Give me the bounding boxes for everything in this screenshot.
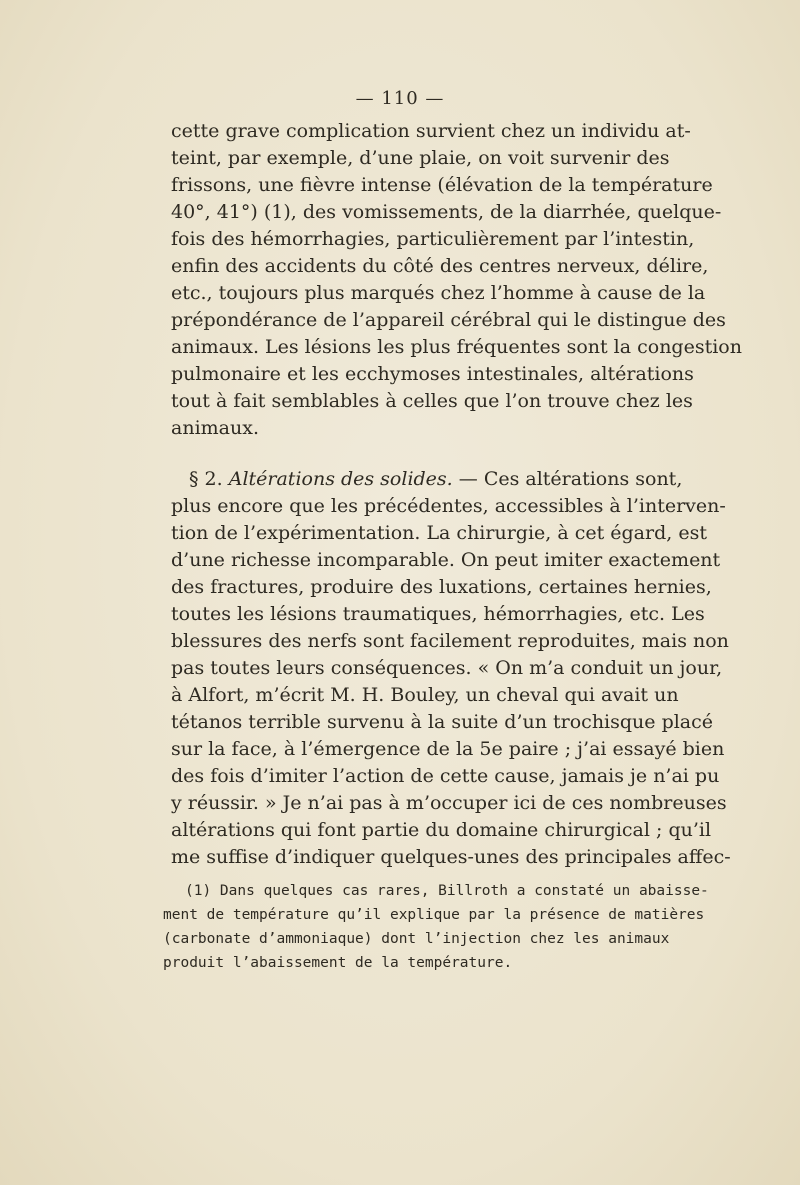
text-line: cette grave complication survient chez un individu at- [171, 120, 691, 142]
text-line: d’une richesse incomparable. On peut imiter exactement [171, 549, 721, 571]
text-line: tout à fait semblables à celles que l’on trouve chez les [171, 390, 693, 412]
text-line: toutes les lésions traumatiques, hémorrhagies, etc. Les [171, 603, 705, 625]
text-line: enfin des accidents du côté des centres nerveux, délire, [171, 255, 709, 277]
text-line: fois des hémorrhagies, particulièrement par l’intestin, [171, 228, 695, 250]
text-line: animaux. [171, 417, 259, 439]
text-line: à Alfort, m’écrit M. H. Bouley, un cheval qui avait un [171, 684, 679, 706]
footnote-line: ment de température qu’il explique par la présence de matières [163, 907, 705, 923]
text-line: plus encore que les précédentes, accessibles à l’interven- [171, 495, 726, 517]
text-line: animaux. Les lésions les plus fréquentes sont la congestion [171, 336, 742, 358]
text-line: me suffise d’indiquer quelques-unes des principales affec- [171, 846, 731, 868]
text-line: altérations qui font partie du domaine chirurgical ; qu’il [171, 819, 712, 841]
section-number: § 2. [189, 468, 223, 490]
section-title: Altérations des solides. [228, 468, 453, 490]
page-number: — 110 — [355, 88, 445, 109]
text-line: 40°, 41°) (1), des vomissements, de la diarrhée, quelque- [171, 201, 722, 223]
text-line: teint, par exemple, d’une plaie, on voit survenir des [171, 147, 670, 169]
text-line: y réussir. » Je n’ai pas à m’occuper ici de ces nombreuses [171, 792, 727, 814]
footnote-line: (1) Dans quelques cas rares, Billroth a constaté un abaisse- [185, 883, 709, 899]
text-line: tétanos terrible survenu à la suite d’un trochisque placé [171, 711, 714, 733]
text-line: des fractures, produire des luxations, certaines hernies, [171, 576, 712, 598]
section-heading-line [171, 466, 683, 492]
text-line: pulmonaire et les ecchymoses intestinales, altérations [171, 363, 694, 385]
text-line: des fois d’imiter l’action de cette cause, jamais je n’ai pu [171, 765, 720, 787]
section-heading-rest: — Ces altérations sont, [452, 468, 683, 490]
text-line: sur la face, à l’émergence de la 5e paire ; j’ai essayé bien [171, 738, 725, 760]
text-line: pas toutes leurs conséquences. « On m’a conduit un jour, [171, 657, 723, 679]
text-line: frissons, une fièvre intense (élévation de la température [171, 174, 713, 196]
text-line: tion de l’expérimentation. La chirurgie, à cet égard, est [171, 522, 707, 544]
footnote-line: (carbonate d’ammoniaque) dont l’injection chez les animaux [163, 931, 670, 947]
footnote-line: produit l’abaissement de la température. [163, 955, 513, 971]
text-line: prépondérance de l’appareil cérébral qui le distingue des [171, 309, 726, 331]
text-line: blessures des nerfs sont facilement reproduites, mais non [171, 630, 729, 652]
text-line: etc., toujours plus marqués chez l’homme à cause de la [171, 282, 706, 304]
